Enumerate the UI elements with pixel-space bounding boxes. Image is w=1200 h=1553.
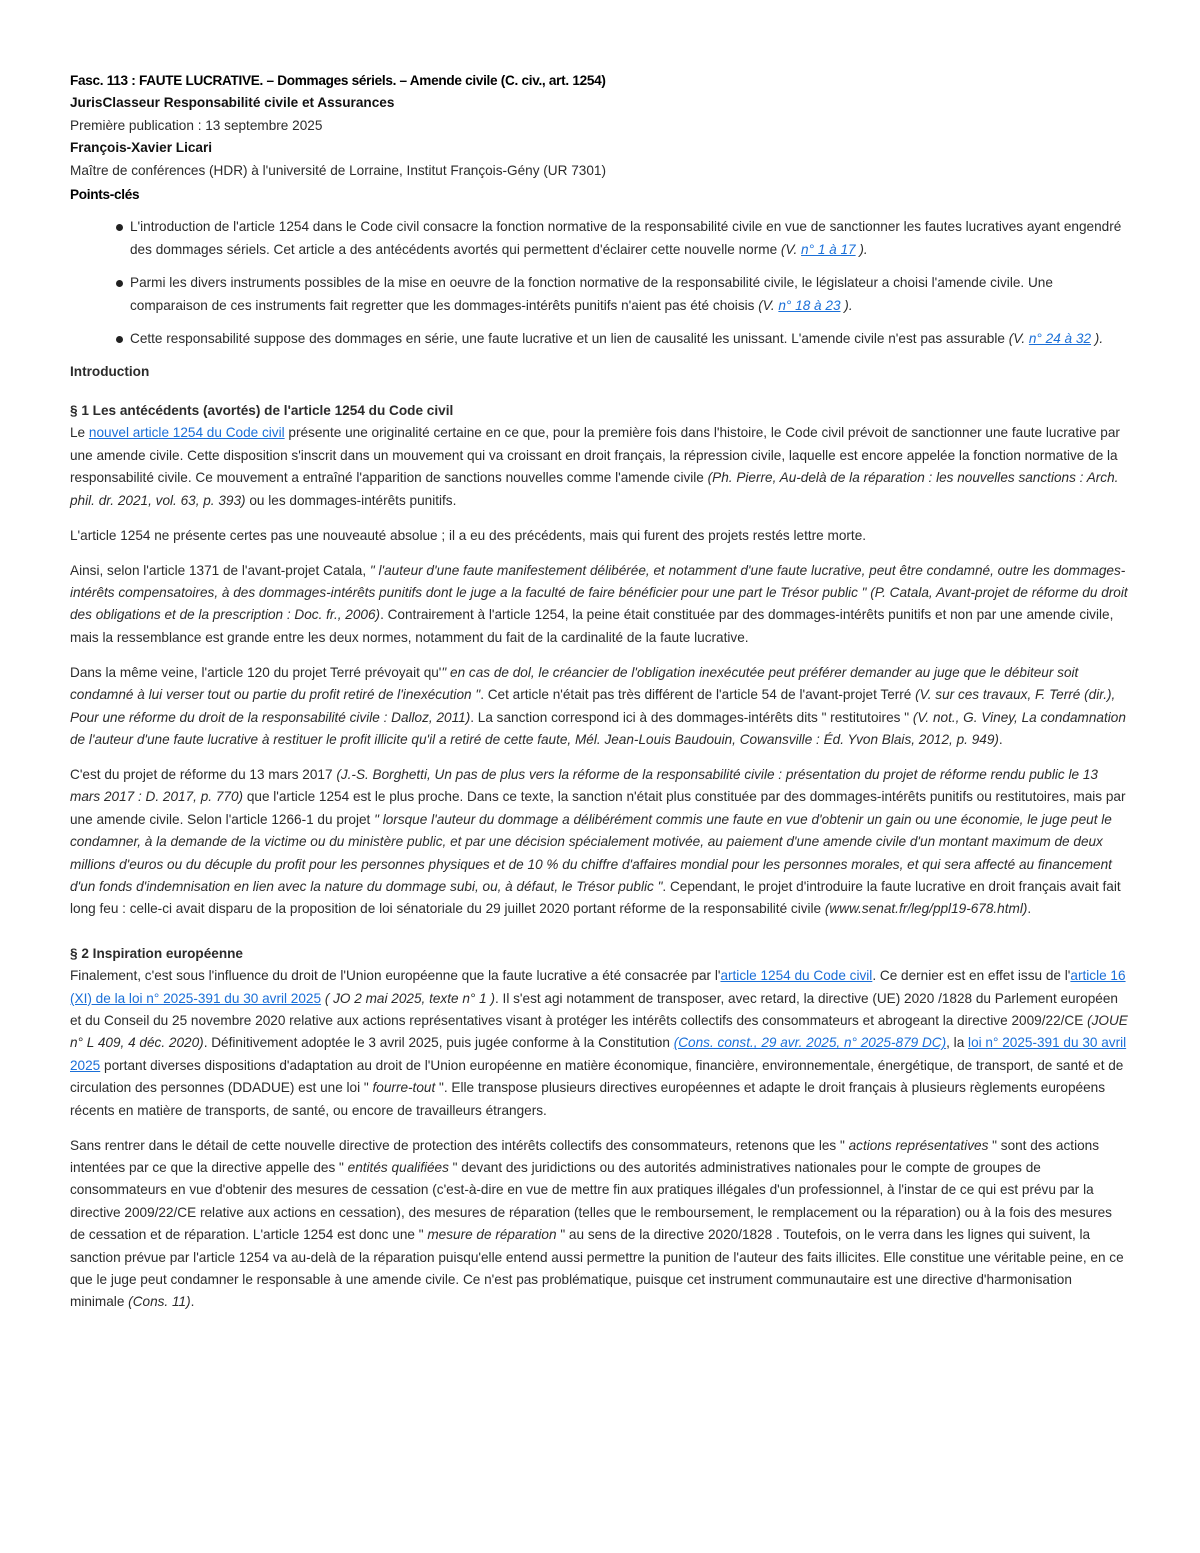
section-1-paragraph-2: L'article 1254 ne présente certes pas une nouveauté absolue ; il a eu des précédents, mais qui furent des projets restés lettre morte. (70, 527, 867, 543)
bullet-icon (116, 336, 123, 343)
key-point-item: L'introduction de l'article 1254 dans le Code civil consacre la fonction normative de la responsabilité civile en vue de sanctionner les fautes lucratives ayant engendré des dommages sériels. Cet article a des antécédents avortés qui permettent d'éclairer cette nouvelle norme (V. n° 1 à 17 ). (130, 216, 1130, 261)
article-16-link[interactable]: article 16 (XI) de la loi n° 2025-391 du 30 avril 2025 (70, 968, 1126, 1006)
section-1-paragraph-1: Le nouvel article 1254 du Code civil présente une originalité certaine en ce que, pour la première fois dans l'histoire, le Code civil prévoit de sanctionner une faute lucrative par une amende civile. Cette disposition s'inscrit dans un mouvement qui va croissant en droit français, la répression civile, laquelle est encore appelée la fonction normative de la responsabilité civile. Ce mouvement a entraîné l'apparition de sanctions nouvelles comme l'amende civile (Ph. Pierre, Au-delà de la réparation : les nouvelles sanctions : Arch. phil. dr. 2021, vol. 63, p. 393) ou les dommages-intérêts punitifs. (70, 425, 1120, 508)
article-1254-link[interactable]: article 1254 du Code civil (720, 968, 873, 984)
key-points-label: Points-clés (70, 187, 140, 203)
key-point-item: Cette responsabilité suppose des dommages en série, une faute lucrative et un lien de causalité les unissant. L'amende civile n'est pas assurable (V. n° 24 à 32 ). (130, 328, 1130, 350)
document-title: Fasc. 113 : FAUTE LUCRATIVE. – Dommages sériels. – Amende civile (C. civ., art. 1254) (70, 73, 606, 88)
key-point-ref-link[interactable]: n° 1 à 17 (801, 241, 856, 257)
bullet-icon (116, 280, 123, 287)
publication-date: Première publication : 13 septembre 2025 (70, 117, 323, 133)
key-point-ref-link[interactable]: n° 24 à 32 (1028, 331, 1092, 347)
section-2-heading: § 2 Inspiration européenne (70, 945, 243, 961)
publication-name: JurisClasseur Responsabilité civile et Assurances (70, 95, 395, 111)
loi-2025-391-link[interactable]: loi n° 2025-391 du 30 avril 2025 (70, 1035, 1127, 1073)
section-1-paragraph-3: Ainsi, selon l'article 1371 de l'avant-projet Catala, " l'auteur d'une faute manifestement délibérée, et notamment d'une faute lucrative, peut être condamné, outre les dommages-intérêts compensatoires, à des dommages-intérêts punitifs dont le juge a la faculté de faire bénéficier pour une part le Trésor public " (P. Catala, Avant-projet de réforme du droit des obligations et de la prescription : Doc. fr., 2006). Contrairement à l'article 1254, la peine était constituée par des dommages-intérêts punitifs et non par une amende civile, mais la ressemblance est grande entre les deux normes, notamment du fait de la cardinalité de la faute lucrative. (70, 562, 1128, 645)
author-name: François-Xavier Licari (70, 140, 213, 156)
section-1-paragraph-5: C'est du projet de réforme du 13 mars 2017 (J.-S. Borghetti, Un pas de plus vers la réforme de la responsabilité civile : présentation du projet de réforme rendu public le 13 mars 2017 : D. 2017, p. 770) que l'article 1254 est le plus proche. Dans ce texte, la sanction n'était plus constituée par des dommages-intérêts punitifs ou restitutoires, mais par une amende civile. Selon l'article 1266-1 du projet " lorsque l'auteur du dommage a délibérément commis une faute en vue d'obtenir un gain ou une économie, le juge peut le condamner, à la demande de la victime ou du ministère public, et par une décision spécialement motivée, au paiement d'une amende civile d'un montant maximum de deux millions d'euros ou du décuple du profit pour les personnes physiques et de 10 % du chiffre d'affaires mondial pour les personnes morales, et qui sera affecté au financement d'un fonds d'indemnisation en lien avec la nature du dommage subi, ou, à défaut, le Trésor public ". Cependant, le projet d'introduire la faute lucrative en droit français avait fait long feu : celle-ci avait disparu de la proposition de loi sénatoriale du 29 juillet 2020 portant réforme de la responsabilité civile (www.senat.fr/leg/ppl19-678.html). (70, 766, 1126, 917)
section-1-paragraph-4: Dans la même veine, l'article 120 du projet Terré prévoyait qu'" en cas de dol, le créancier de l'obligation inexécutée peut préférer demander au juge que le débiteur soit condamné à lui verser tout ou partie du profit retiré de l'inexécution ". Cet article n'était pas très différent de l'article 54 de l'avant-projet Terré (V. sur ces travaux, F. Terré (dir.), Pour une réforme du droit de la responsabilité civile : Dalloz, 2011). La sanction correspond ici à des dommages-intérêts dits " restitutoires " (V. not., G. Viney, La condamnation de l'auteur d'une faute lucrative à restituer le profit illicite qu'il a retiré de cette faute, Mél. Jean-Louis Baudouin, Cowansville : Éd. Yvon Blais, 2012, p. 949). (70, 664, 1126, 747)
bullet-icon (116, 224, 123, 231)
author-affiliation: Maître de conférences (HDR) à l'université de Lorraine, Institut François-Gény (UR 7301) (70, 162, 606, 178)
section-1-heading: § 1 Les antécédents (avortés) de l'article 1254 du Code civil (70, 402, 454, 418)
section-2-paragraph-2: Sans rentrer dans le détail de cette nouvelle directive de protection des intérêts collectifs des consommateurs, retenons que les " actions représentatives " sont des actions intentées par ce que la directive appelle des " entités qualifiées " devant des juridictions ou des autorités administratives nationales pour le compte de groupes de consommateurs en vue d'obtenir des mesures de cessation (c'est-à-dire en vue de mettre fin aux pratiques illégales d'un professionnel, à l'instar de ce qui est prévu par la directive 2009/22/CE relative aux actions en cessation), des mesures de réparation (telles que le remboursement, le remplacement ou la réparation) ou à la fois des mesures de cessation et de réparation. L'article 1254 est donc une " mesure de réparation " au sens de la directive 2020/1828 . Toutefois, on le verra dans les lignes qui suivent, la sanction prévue par l'article 1254 va au-delà de la réparation puisqu'elle entend aussi permettre la punition de l'auteur des faits illicites. Elle constitue une véritable peine, en ce que le juge peut condamner le responsable à une amende civile. Ce n'est pas problématique, puisque cet instrument communautaire est une directive d'harmonisation minimale (Cons. 11). (70, 1137, 1124, 1310)
cons-const-link[interactable]: (Cons. const., 29 avr. 2025, n° 2025-879 DC) (673, 1035, 947, 1051)
key-points-list (70, 216, 1130, 350)
key-point-ref-link[interactable]: n° 18 à 23 (778, 297, 841, 313)
introduction-heading: Introduction (70, 364, 150, 380)
section-2-paragraph-1: Finalement, c'est sous l'influence du droit de l'Union européenne que la faute lucrative a été consacrée par l'article 1254 du Code civil. Ce dernier est en effet issu de l'article 16 (XI) de la loi n° 2025-391 du 30 avril 2025 ( JO 2 mai 2025, texte n° 1 ). Il s'est agi notamment de transposer, avec retard, la directive (UE) 2020 /1828 du Parlement européen et du Conseil du 25 novembre 2020 relative aux actions représentatives visant à protéger les intérêts collectifs des consommateurs et abrogeant la directive 2009/22/CE (JOUE n° L 409, 4 déc. 2020). Définitivement adoptée le 3 avril 2025, puis jugée conforme à la Constitution (Cons. const., 29 avr. 2025, n° 2025-879 DC), la loi n° 2025-391 du 30 avril 2025 portant diverses dispositions d'adaptation au droit de l'Union européenne en matière économique, financière, environnementale, énergétique, de transport, de santé et de circulation des personnes (DDADUE) est une loi " fourre-tout ". Elle transpose plusieurs directives européennes et adapte le droit français à plusieurs règlements européens récents en matière de transports, de santé, ou encore de travailleurs étrangers. (70, 968, 1128, 1118)
article-1254-link[interactable]: nouvel article 1254 du Code civil (88, 425, 285, 441)
key-point-item: Parmi les divers instruments possibles de la mise en oeuvre de la fonction normative de la responsabilité civile, le législateur a choisi l'amende civile. Une comparaison de ces instruments fait regretter que les dommages-intérêts punitifs n'aient pas été choisis (V. n° 18 à 23 ). (130, 272, 1130, 317)
document-page (70, 70, 1130, 1326)
